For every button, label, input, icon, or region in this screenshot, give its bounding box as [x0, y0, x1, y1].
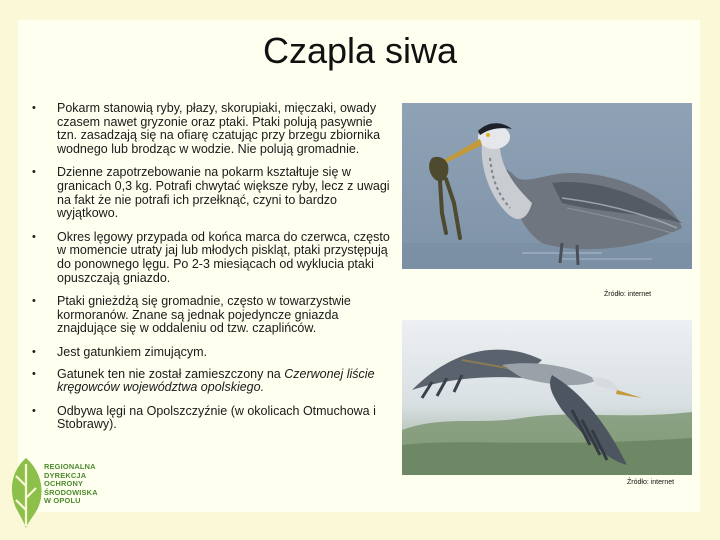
bullet-item	[32, 295, 392, 336]
bullet-item	[32, 405, 392, 432]
bullet-text: Pokarm stanowią ryby, płazy, skorupiaki, mięczaki, owady czasem nawet gryzonie oraz ptaki. Ptaki polują pasywnie tzn. zasadzają się na ofiarę czatując przy brzegu zbiornika wodnego lub brodząc w wodzie. Nie polują gromadnie.	[57, 101, 381, 156]
bullet-marker: •	[32, 166, 36, 179]
bullet-text-italic: Czerwonej liście kręgowców województwa opolskiego.	[57, 366, 375, 395]
bullet-text: Jest gatunkiem zimującym.	[57, 344, 208, 359]
bullet-marker: •	[32, 102, 36, 114]
bullet-text: Dzienne zapotrzebowanie na pokarm kształtuje się w granicach 0,3 kg. Potrafi chwytać większe ryby, lecz z uwagi na fakt że nie potrafi ich przełknąć, czyni to bardzo wyjątkowo.	[57, 165, 390, 221]
photo-caption: Źródło: internet	[604, 291, 652, 298]
photo-caption: Źródło: internet	[627, 479, 675, 486]
bullet-marker: •	[32, 230, 36, 243]
slide-title: Czapla siwa	[262, 30, 458, 71]
heron-flying-photo	[402, 320, 692, 475]
bullet-text: Ptaki gnieżdżą się gromadnie, często w towarzystwie kormoranów. Znane są jednak pojedyncze gniazda znajdujące się w oddaleniu od tzw. czaplińców.	[57, 294, 351, 336]
logo-line: ŚRODOWISKA	[44, 487, 98, 497]
bullet-text: Okres lęgowy przypada od końca marca do czerwca, często w momencie utraty jaj lub młodych piskląt, ptaki przystępują do ponownego lęgu. Po 2-3 miesiącach od wyklucia ptaki opuszczają gniazdo.	[57, 229, 390, 285]
logo-line: DYREKCJA	[44, 470, 87, 480]
heron-wading-photo	[402, 103, 692, 269]
bullet-marker: •	[32, 295, 36, 308]
bullet-marker: •	[32, 367, 36, 380]
bullet-text: Gatunek ten nie został zamieszczony na	[57, 366, 285, 381]
logo-line: W OPOLU	[44, 496, 81, 506]
bullet-item	[32, 231, 392, 285]
bullet-item	[32, 166, 392, 220]
logo-line: REGIONALNA	[44, 462, 96, 471]
bullet-item	[32, 346, 392, 360]
bullet-item	[32, 102, 392, 156]
bullet-item	[32, 368, 392, 395]
bullet-list	[32, 102, 392, 442]
heron-flying-illustration	[402, 320, 692, 475]
bullet-marker: •	[32, 345, 36, 358]
heron-wading-illustration	[402, 103, 692, 269]
logo-line: OCHRONY	[44, 479, 84, 489]
bullet-marker: •	[32, 404, 36, 417]
logo-text	[44, 463, 114, 506]
bullet-text: Odbywa lęgi na Opolszczyźnie (w okolicach Otmuchowa i Stobrawy).	[57, 403, 376, 432]
